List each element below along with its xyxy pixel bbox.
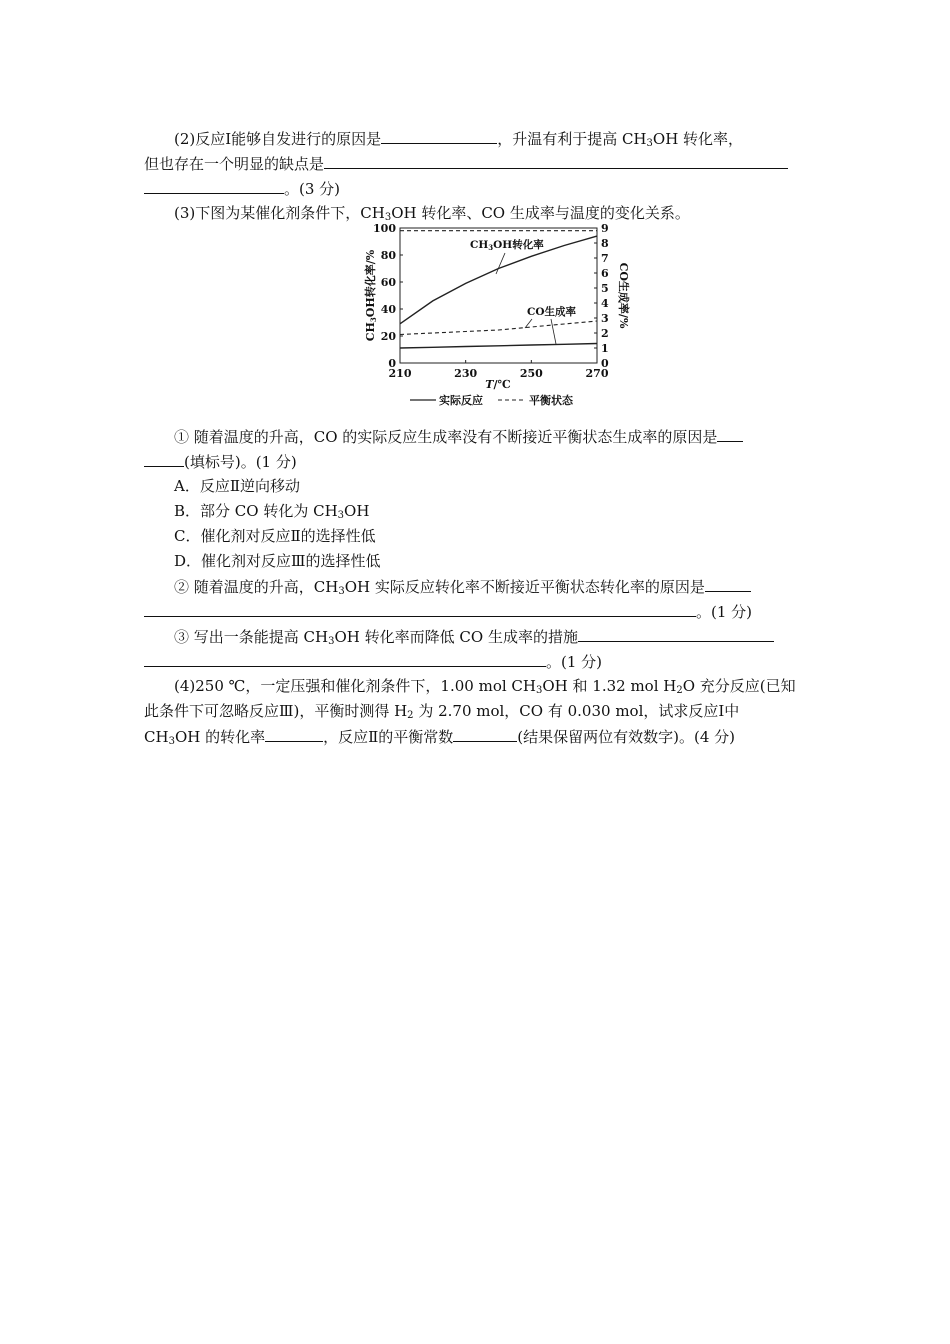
ch3oh-label-leader	[496, 253, 505, 274]
q4-text-1c: O 充分反应(已知	[682, 677, 796, 695]
y-right-tick-label: 6	[601, 267, 609, 280]
option-b-label-b: OH	[344, 502, 370, 520]
chart-svg	[350, 218, 630, 414]
y-right-tick-label: 1	[601, 342, 609, 355]
sub1-line1	[144, 424, 810, 450]
q4-text-3c: ，反应Ⅱ的平衡常数	[323, 728, 454, 746]
y-left-tick-label: 60	[380, 276, 396, 289]
q4-text-2a: 此条件下可忽略反应Ⅲ)，平衡时测得 H	[144, 702, 408, 720]
option-d-label: D．催化剂对反应Ⅲ的选择性低	[174, 552, 381, 570]
y-left-tick-label: 0	[388, 357, 396, 370]
q4-text-3b: OH 的转化率	[174, 728, 266, 746]
option-c-label: C．催化剂对反应Ⅱ的选择性低	[174, 527, 376, 545]
q4-text-2b: 为 2.70 mol，CO 有 0.030 mol，试求反应Ⅰ中	[413, 702, 740, 720]
option-d[interactable]	[144, 549, 810, 574]
q4-text-1a: (4)250 ℃，一定压强和催化剂条件下，1.00 mol CH	[174, 677, 536, 695]
sub2-line2	[144, 599, 810, 625]
series-line-2	[400, 344, 597, 349]
sub2-answer-blank-2[interactable]	[144, 599, 696, 617]
q4-sub-1: 3	[535, 685, 543, 696]
sub1-text-end: (填标号)。(1 分)	[184, 453, 297, 471]
y-left-tick-label: 100	[373, 222, 396, 235]
q4-line1	[144, 674, 810, 699]
q2-answer-blank-1[interactable]	[381, 126, 497, 144]
q4-sub-2: 2	[676, 685, 683, 696]
sub3-line2	[144, 649, 810, 675]
x-tick-label: 210	[388, 367, 412, 380]
y-right-tick-label: 4	[601, 297, 609, 310]
q2-text-b: ，升温有利于提高 CH	[497, 130, 647, 148]
y-left-tick-label: 80	[380, 249, 396, 262]
sub2-text-a: ② 随着温度的升高，CH	[174, 578, 339, 596]
q2-answer-blank-2[interactable]	[324, 151, 788, 169]
temperature-chart	[350, 218, 630, 414]
option-a[interactable]	[144, 474, 810, 499]
q2-line2	[144, 151, 810, 177]
sub3-answer-blank-1[interactable]	[578, 624, 774, 642]
sub3-text-end: 。(1 分)	[546, 653, 603, 671]
co-label-leader-actual	[551, 319, 556, 344]
q2-text-2: 但也存在一个明显的缺点是	[144, 155, 325, 173]
q2-text-a: (2)反应Ⅰ能够自发进行的原因是	[174, 130, 382, 148]
co-label-leader-eq	[525, 319, 532, 328]
q3-intro-b: OH 转化率、CO 生成率与温度的变化关系。	[391, 204, 690, 222]
option-c[interactable]	[144, 524, 810, 549]
q4-sub-3: 2	[407, 710, 414, 721]
q2-answer-blank-3[interactable]	[144, 176, 284, 194]
sub3-answer-blank-2[interactable]	[144, 649, 546, 667]
co-curve-label: CO生成率	[527, 306, 577, 318]
q4-line3	[144, 724, 810, 750]
y-left-tick-label: 40	[380, 303, 396, 316]
sub3-line1	[144, 624, 810, 650]
q4-text-1b: OH 和 1.32 mol H	[542, 677, 677, 695]
option-b-sub: 3	[337, 510, 345, 521]
y-right-tick-label: 3	[601, 312, 609, 325]
q3-intro-sub: 3	[384, 212, 392, 223]
x-tick-label: 270	[585, 367, 609, 380]
legend-eq-label: 平衡状态	[529, 394, 573, 407]
x-tick-label: 250	[519, 367, 543, 380]
q4-answer-blank-1[interactable]	[265, 724, 323, 742]
option-b-label-a: B．部分 CO 转化为 CH	[174, 502, 338, 520]
sub2-answer-blank-1[interactable]	[705, 574, 751, 592]
sub3-text-b: OH 转化率而降低 CO 生成率的措施	[334, 628, 578, 646]
y-left-axis-title: CH3OH转化率/%	[364, 249, 378, 342]
q2-text-end: 。(3 分)	[284, 180, 341, 198]
option-a-label: A．反应Ⅱ逆向移动	[174, 477, 301, 495]
y-right-tick-label: 0	[601, 357, 609, 370]
legend-actual-label: 实际反应	[439, 394, 483, 407]
y-right-tick-label: 7	[601, 252, 609, 265]
sub1-line2	[144, 449, 810, 475]
y-right-tick-label: 2	[601, 327, 609, 340]
q4-answer-blank-2[interactable]	[453, 724, 517, 742]
series-line-3	[400, 321, 597, 335]
sub2-line1	[144, 574, 810, 600]
q4-sub-4: 3	[168, 736, 175, 747]
y-left-tick-label: 20	[380, 330, 396, 343]
q2-line1	[144, 126, 810, 152]
sub1-answer-blank-2[interactable]	[144, 449, 184, 467]
y-right-tick-label: 9	[601, 222, 609, 235]
y-right-axis-title: CO生成率/%	[617, 262, 630, 329]
sub2-sub: 3	[338, 586, 345, 597]
sub1-answer-blank-1[interactable]	[717, 424, 743, 442]
sub3-text-a: ③ 写出一条能提高 CH	[174, 628, 329, 646]
y-right-tick-label: 8	[601, 237, 609, 250]
x-tick-label: 230	[454, 367, 478, 380]
q3-intro-a: (3)下图为某催化剂条件下，CH	[174, 204, 385, 222]
q4-text-3a: CH	[144, 728, 169, 746]
q4-text-3d: (结果保留两位有效数字)。(4 分)	[517, 728, 736, 746]
sub2-text-b: OH 实际反应转化率不断接近平衡状态转化率的原因是	[344, 578, 705, 596]
q2-line3	[144, 176, 810, 202]
q4-line2	[144, 699, 810, 724]
x-axis-title: T/℃	[485, 378, 511, 391]
ch3oh-curve-label: CH3OH转化率	[470, 239, 544, 252]
q2-sub: 3	[646, 138, 653, 149]
q2-text-c: OH 转化率，	[652, 130, 744, 148]
sub2-text-end: 。(1 分)	[696, 603, 753, 621]
y-right-tick-label: 5	[601, 282, 609, 295]
sub1-text: ① 随着温度的升高，CO 的实际反应生成率没有不断接近平衡状态生成率的原因是	[174, 428, 718, 446]
sub3-sub: 3	[328, 636, 335, 647]
option-b[interactable]	[144, 499, 810, 524]
